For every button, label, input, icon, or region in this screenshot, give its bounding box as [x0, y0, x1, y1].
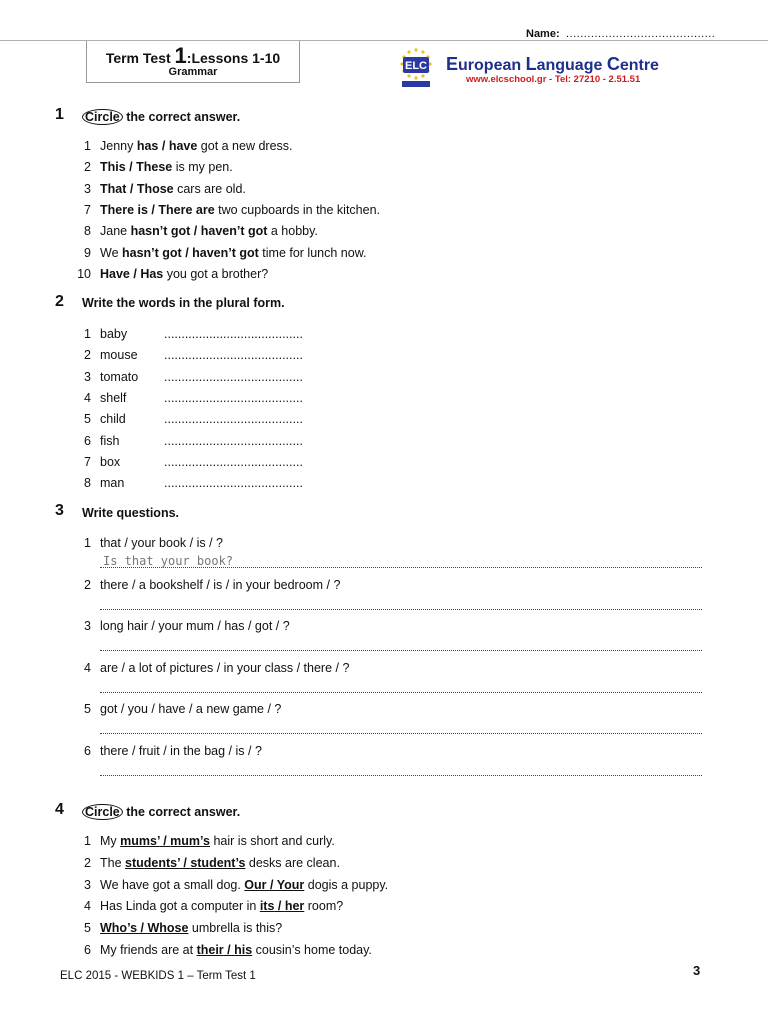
option-separator: /	[137, 921, 148, 936]
item-number: 8	[84, 224, 91, 239]
item-number: 2	[84, 855, 91, 870]
option-1[interactable]: students’	[125, 855, 180, 870]
option-separator: /	[181, 245, 193, 260]
choice-item	[100, 246, 367, 260]
item-text-after: you got a brother?	[163, 266, 269, 281]
option-1[interactable]: Our	[244, 877, 267, 892]
option-1[interactable]: its	[259, 899, 275, 914]
choice-item	[100, 203, 380, 217]
option-separator: /	[125, 160, 137, 175]
option-1[interactable]: Have	[100, 266, 130, 281]
section-4-instruction: Circle the correct answer.	[82, 804, 240, 820]
question-prompt: long hair / your mum / has / got / ?	[100, 619, 290, 633]
item-text-before: My	[100, 834, 121, 848]
answer-line[interactable]	[100, 691, 702, 693]
item-text-after: cars are old.	[173, 181, 246, 196]
item-text-after: got a new dress.	[197, 139, 293, 153]
choice-item	[100, 856, 340, 870]
plural-word: man	[100, 476, 125, 491]
title-box	[86, 41, 300, 83]
svg-text:ELC: ELC	[405, 60, 427, 72]
plural-answer-field[interactable]: ........................................	[164, 433, 303, 448]
org-name: European Language Centre	[446, 54, 659, 74]
name-field[interactable]: ..........................................	[566, 28, 716, 40]
option-separator: /	[266, 877, 277, 892]
item-text-after: is my pen.	[172, 160, 233, 175]
item-text-before: Jane	[100, 224, 131, 239]
item-number: 5	[84, 412, 91, 427]
item-text-after: cousin’s home today.	[252, 943, 372, 957]
option-2[interactable]: student’s	[190, 855, 246, 870]
item-number: 5	[84, 702, 91, 716]
item-number: 3	[84, 181, 91, 196]
plural-word: box	[100, 454, 121, 469]
option-2[interactable]: Your	[276, 877, 305, 892]
item-number: 1	[84, 139, 91, 153]
choice-item	[100, 878, 388, 892]
choice-item	[100, 182, 246, 196]
option-2[interactable]: his	[234, 943, 253, 957]
option-2[interactable]: haven’t got	[200, 224, 268, 239]
option-2[interactable]: have	[168, 139, 198, 153]
item-text-before: Has Linda got a computer in	[100, 899, 260, 914]
plural-answer-field[interactable]: ........................................	[164, 476, 303, 491]
item-number: 3	[84, 877, 91, 892]
option-separator: /	[126, 181, 137, 196]
item-number: 1	[84, 536, 91, 550]
option-separator: /	[274, 899, 285, 914]
item-number: 4	[84, 660, 91, 675]
plural-word: tomato	[100, 369, 139, 384]
item-text-before: Jenny	[100, 139, 137, 153]
option-1[interactable]: There is	[100, 202, 148, 217]
page-title: Term Test 1:Lessons 1-10	[105, 43, 281, 68]
option-2[interactable]: haven’t got	[192, 245, 259, 260]
answer-line[interactable]	[100, 608, 702, 610]
item-number: 2	[84, 348, 91, 363]
item-number: 7	[84, 454, 91, 469]
section-3-number: 3	[55, 502, 64, 519]
page-subtitle: Grammar	[168, 66, 218, 78]
option-1[interactable]: This	[100, 160, 126, 175]
item-number: 10	[77, 266, 91, 281]
plural-answer-field[interactable]: ........................................	[164, 327, 303, 341]
question-prompt: got / you / have / a new game / ?	[100, 702, 282, 716]
item-number: 4	[84, 390, 91, 405]
item-text-before: The	[100, 855, 126, 870]
answer-line[interactable]	[100, 649, 702, 651]
option-2[interactable]: These	[136, 160, 173, 175]
option-2[interactable]: her	[284, 899, 305, 914]
option-1[interactable]: has	[136, 139, 159, 153]
option-separator: /	[158, 139, 169, 153]
choice-item	[100, 899, 343, 913]
item-text-before: We have got a small dog.	[100, 877, 245, 892]
plural-answer-field[interactable]: ........................................	[164, 348, 303, 363]
option-1[interactable]: That	[100, 181, 127, 196]
choice-item	[100, 943, 372, 957]
plural-word: fish	[100, 433, 120, 448]
choice-item	[100, 267, 268, 281]
option-2[interactable]: Has	[140, 266, 164, 281]
option-2[interactable]: mum’s	[170, 834, 210, 848]
item-text-after: a hobby.	[267, 224, 318, 239]
plural-answer-field[interactable]: ........................................	[164, 369, 303, 384]
section-1-number: 1	[55, 106, 64, 123]
item-text-after: hair is short and curly.	[210, 834, 335, 848]
item-number: 5	[84, 921, 91, 936]
item-text-after: umbrella is this?	[188, 921, 283, 936]
plural-word: mouse	[100, 348, 138, 363]
item-number: 9	[84, 245, 91, 260]
question-prompt: there / a bookshelf / is / in your bedroom / ?	[100, 577, 341, 592]
option-2[interactable]: Whose	[147, 921, 189, 936]
item-number: 1	[84, 834, 91, 848]
answer-line[interactable]	[100, 774, 702, 776]
option-separator: /	[147, 202, 159, 217]
section-2-number: 2	[55, 293, 64, 310]
org-contact: www.elcschool.gr - Tel: 27210 - 2.51.51	[466, 74, 641, 85]
option-1[interactable]: mums’	[120, 834, 160, 848]
plural-answer-field[interactable]: ........................................	[164, 412, 303, 427]
plural-answer-field[interactable]: ........................................	[164, 454, 303, 469]
option-1[interactable]: Who’s	[100, 921, 138, 936]
option-separator: /	[129, 266, 141, 281]
option-1[interactable]: their	[196, 943, 224, 957]
section-4-number: 4	[55, 801, 64, 818]
option-separator: /	[159, 834, 171, 848]
option-2[interactable]: Those	[136, 181, 174, 196]
item-number: 6	[84, 943, 91, 957]
choice-item	[100, 160, 233, 174]
option-1[interactable]: hasn’t got	[122, 245, 182, 260]
option-separator: /	[179, 855, 191, 870]
item-text-after: dogis a puppy.	[304, 877, 389, 892]
elc-logo-icon	[392, 47, 440, 89]
plural-word: baby	[100, 327, 128, 341]
item-text-after: time for lunch now.	[258, 245, 367, 260]
name-label: Name:	[526, 28, 560, 40]
item-number: 6	[84, 743, 91, 758]
option-separator: /	[223, 943, 235, 957]
choice-item	[100, 139, 293, 153]
example-answer: Is that your book?	[103, 554, 234, 568]
option-separator: /	[190, 224, 201, 239]
question-prompt: that / your book / is / ?	[100, 536, 223, 550]
item-number: 7	[84, 202, 91, 217]
page-number: 3	[693, 963, 701, 978]
section-3-instruction: Write questions.	[82, 506, 180, 520]
question-prompt: there / fruit / in the bag / is / ?	[100, 743, 262, 758]
choice-item	[100, 921, 282, 935]
item-number: 2	[84, 160, 91, 175]
plural-answer-field[interactable]: ........................................	[164, 390, 303, 405]
answer-line[interactable]	[100, 732, 702, 734]
choice-item	[100, 834, 335, 848]
item-text-before: We	[100, 245, 122, 260]
item-text-after: room?	[304, 899, 344, 914]
item-text-after: desks are clean.	[245, 855, 340, 870]
plural-word: child	[100, 412, 126, 427]
question-prompt: are / a lot of pictures / in your class / there / ?	[100, 660, 350, 675]
item-number: 3	[84, 369, 91, 384]
plural-word: shelf	[100, 390, 127, 405]
item-number: 2	[84, 577, 91, 592]
item-text-before: My friends are at	[100, 943, 197, 957]
item-number: 6	[84, 433, 91, 448]
item-number: 4	[84, 899, 91, 914]
section-1-instruction: Circle the correct answer.	[82, 109, 240, 125]
choice-item	[100, 224, 318, 238]
item-text-after: two cupboards in the kitchen.	[214, 202, 381, 217]
item-number: 1	[84, 327, 91, 341]
item-number: 8	[84, 476, 91, 491]
option-2[interactable]: There are	[158, 202, 215, 217]
item-number: 3	[84, 619, 91, 633]
footer-text: ELC 2015 - WEBKIDS 1 – Term Test 1	[60, 970, 256, 982]
section-2-instruction: Write the words in the plural form.	[82, 296, 285, 310]
option-1[interactable]: hasn’t got	[130, 224, 191, 239]
